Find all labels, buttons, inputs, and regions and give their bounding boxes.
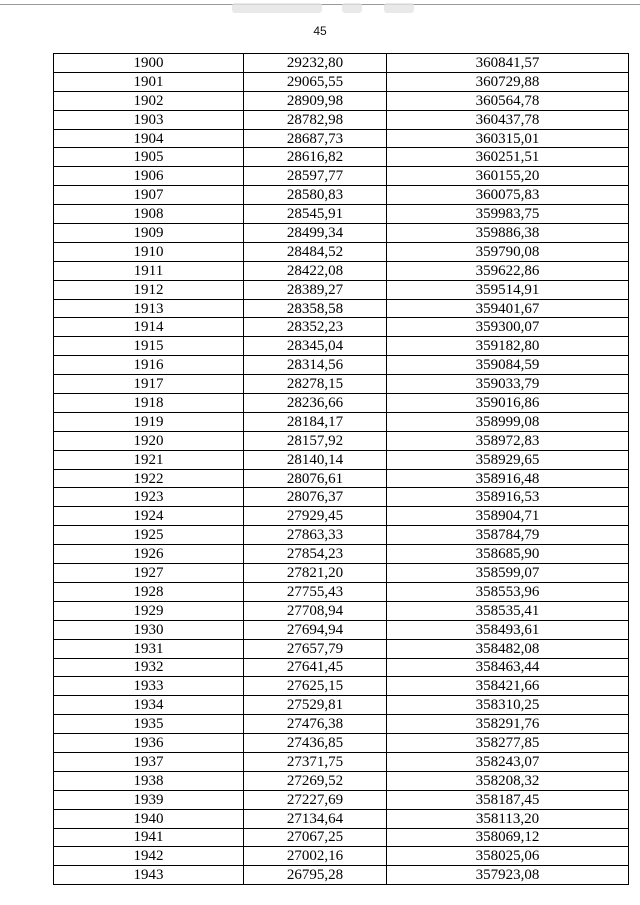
year-cell: 1938 xyxy=(54,771,244,790)
value-cell: 27854,23 xyxy=(244,545,387,564)
value-cell: 28616,82 xyxy=(244,148,387,167)
value-cell: 28140,14 xyxy=(244,450,387,469)
year-cell: 1915 xyxy=(54,337,244,356)
value-cell: 28597,77 xyxy=(244,167,387,186)
table-row xyxy=(54,356,629,375)
year-cell: 1939 xyxy=(54,790,244,809)
value-cell: 28076,61 xyxy=(244,469,387,488)
year-cell: 1930 xyxy=(54,620,244,639)
year-cell: 1921 xyxy=(54,450,244,469)
value-cell: 27657,79 xyxy=(244,639,387,658)
year-cell: 1929 xyxy=(54,601,244,620)
table-row xyxy=(54,337,629,356)
table-row xyxy=(54,715,629,734)
year-cell: 1940 xyxy=(54,809,244,828)
value-cell: 28687,73 xyxy=(244,129,387,148)
table-row xyxy=(54,318,629,337)
table-row xyxy=(54,734,629,753)
value-cell: 26795,28 xyxy=(244,866,387,885)
total-cell: 358208,32 xyxy=(387,771,629,790)
total-cell: 357923,08 xyxy=(387,866,629,885)
year-cell: 1941 xyxy=(54,828,244,847)
total-cell: 358025,06 xyxy=(387,847,629,866)
total-cell: 358999,08 xyxy=(387,412,629,431)
table-row xyxy=(54,129,629,148)
year-cell: 1928 xyxy=(54,582,244,601)
table-row xyxy=(54,696,629,715)
year-cell: 1922 xyxy=(54,469,244,488)
total-cell: 360437,78 xyxy=(387,110,629,129)
table-row xyxy=(54,564,629,583)
value-cell: 28358,58 xyxy=(244,299,387,318)
table-row xyxy=(54,582,629,601)
table-row xyxy=(54,469,629,488)
total-cell: 358493,61 xyxy=(387,620,629,639)
table-row xyxy=(54,866,629,885)
total-cell: 358929,65 xyxy=(387,450,629,469)
year-cell: 1935 xyxy=(54,715,244,734)
year-cell: 1943 xyxy=(54,866,244,885)
value-cell: 27625,15 xyxy=(244,677,387,696)
year-cell: 1909 xyxy=(54,224,244,243)
table-row xyxy=(54,186,629,205)
total-cell: 359084,59 xyxy=(387,356,629,375)
total-cell: 358243,07 xyxy=(387,752,629,771)
total-cell: 358916,48 xyxy=(387,469,629,488)
value-cell: 27002,16 xyxy=(244,847,387,866)
value-cell: 28909,98 xyxy=(244,91,387,110)
value-cell: 28352,23 xyxy=(244,318,387,337)
year-cell: 1918 xyxy=(54,394,244,413)
total-cell: 360075,83 xyxy=(387,186,629,205)
total-cell: 360564,78 xyxy=(387,91,629,110)
total-cell: 358463,44 xyxy=(387,658,629,677)
total-cell: 358277,85 xyxy=(387,734,629,753)
value-cell: 27641,45 xyxy=(244,658,387,677)
value-cell: 28076,37 xyxy=(244,488,387,507)
year-cell: 1904 xyxy=(54,129,244,148)
table-row xyxy=(54,224,629,243)
total-cell: 360155,20 xyxy=(387,167,629,186)
value-cell: 27821,20 xyxy=(244,564,387,583)
year-cell: 1911 xyxy=(54,261,244,280)
year-cell: 1902 xyxy=(54,91,244,110)
total-cell: 358553,96 xyxy=(387,582,629,601)
year-cell: 1917 xyxy=(54,375,244,394)
table-row xyxy=(54,752,629,771)
table-row xyxy=(54,847,629,866)
table-row xyxy=(54,431,629,450)
total-cell: 359401,67 xyxy=(387,299,629,318)
value-cell: 27476,38 xyxy=(244,715,387,734)
table-row xyxy=(54,545,629,564)
value-cell: 29232,80 xyxy=(244,54,387,73)
table-row xyxy=(54,205,629,224)
value-cell: 28236,66 xyxy=(244,394,387,413)
table-row xyxy=(54,790,629,809)
total-cell: 358291,76 xyxy=(387,715,629,734)
year-cell: 1932 xyxy=(54,658,244,677)
value-cell: 29065,55 xyxy=(244,72,387,91)
table-row xyxy=(54,507,629,526)
year-cell: 1905 xyxy=(54,148,244,167)
value-cell: 28499,34 xyxy=(244,224,387,243)
table-row xyxy=(54,375,629,394)
year-cell: 1942 xyxy=(54,847,244,866)
year-cell: 1926 xyxy=(54,545,244,564)
value-cell: 28545,91 xyxy=(244,205,387,224)
value-cell: 27227,69 xyxy=(244,790,387,809)
table-row xyxy=(54,261,629,280)
year-cell: 1931 xyxy=(54,639,244,658)
table-row xyxy=(54,91,629,110)
data-table xyxy=(53,53,629,885)
value-cell: 28278,15 xyxy=(244,375,387,394)
year-cell: 1901 xyxy=(54,72,244,91)
value-cell: 28580,83 xyxy=(244,186,387,205)
table-row xyxy=(54,280,629,299)
table-row xyxy=(54,488,629,507)
table-row xyxy=(54,526,629,545)
total-cell: 359016,86 xyxy=(387,394,629,413)
value-cell: 27863,33 xyxy=(244,526,387,545)
year-cell: 1914 xyxy=(54,318,244,337)
value-cell: 27694,94 xyxy=(244,620,387,639)
value-cell: 28157,92 xyxy=(244,431,387,450)
table-row xyxy=(54,620,629,639)
value-cell: 28389,27 xyxy=(244,280,387,299)
year-cell: 1927 xyxy=(54,564,244,583)
year-cell: 1924 xyxy=(54,507,244,526)
value-cell: 27929,45 xyxy=(244,507,387,526)
year-cell: 1916 xyxy=(54,356,244,375)
total-cell: 358972,83 xyxy=(387,431,629,450)
year-cell: 1903 xyxy=(54,110,244,129)
scan-smudge xyxy=(342,3,362,13)
total-cell: 358069,12 xyxy=(387,828,629,847)
total-cell: 359983,75 xyxy=(387,205,629,224)
year-cell: 1906 xyxy=(54,167,244,186)
year-cell: 1923 xyxy=(54,488,244,507)
table-row xyxy=(54,658,629,677)
value-cell: 28484,52 xyxy=(244,242,387,261)
total-cell: 358482,08 xyxy=(387,639,629,658)
total-cell: 359033,79 xyxy=(387,375,629,394)
total-cell: 359622,86 xyxy=(387,261,629,280)
table-row xyxy=(54,828,629,847)
total-cell: 359182,80 xyxy=(387,337,629,356)
value-cell: 27269,52 xyxy=(244,771,387,790)
value-cell: 27371,75 xyxy=(244,752,387,771)
table-row xyxy=(54,601,629,620)
table-row xyxy=(54,412,629,431)
table-row xyxy=(54,242,629,261)
table-row xyxy=(54,677,629,696)
value-cell: 28314,56 xyxy=(244,356,387,375)
value-cell: 27067,25 xyxy=(244,828,387,847)
value-cell: 28422,08 xyxy=(244,261,387,280)
year-cell: 1919 xyxy=(54,412,244,431)
total-cell: 358310,25 xyxy=(387,696,629,715)
total-cell: 359514,91 xyxy=(387,280,629,299)
total-cell: 359300,07 xyxy=(387,318,629,337)
total-cell: 358784,79 xyxy=(387,526,629,545)
total-cell: 360729,88 xyxy=(387,72,629,91)
page-number: 45 xyxy=(313,24,327,38)
table-row xyxy=(54,771,629,790)
table-row xyxy=(54,110,629,129)
scan-smudge xyxy=(384,3,414,13)
total-cell: 358187,45 xyxy=(387,790,629,809)
total-cell: 358685,90 xyxy=(387,545,629,564)
value-cell: 27134,64 xyxy=(244,809,387,828)
year-cell: 1937 xyxy=(54,752,244,771)
table-row xyxy=(54,299,629,318)
value-cell: 28184,17 xyxy=(244,412,387,431)
table-row xyxy=(54,167,629,186)
total-cell: 359886,38 xyxy=(387,224,629,243)
year-cell: 1910 xyxy=(54,242,244,261)
total-cell: 360315,01 xyxy=(387,129,629,148)
table-row xyxy=(54,394,629,413)
total-cell: 358916,53 xyxy=(387,488,629,507)
year-cell: 1933 xyxy=(54,677,244,696)
table-row xyxy=(54,148,629,167)
total-cell: 358421,66 xyxy=(387,677,629,696)
scan-smudge xyxy=(232,3,322,13)
total-cell: 360841,57 xyxy=(387,54,629,73)
year-cell: 1925 xyxy=(54,526,244,545)
table-row xyxy=(54,639,629,658)
year-cell: 1908 xyxy=(54,205,244,224)
year-cell: 1907 xyxy=(54,186,244,205)
value-cell: 27708,94 xyxy=(244,601,387,620)
value-cell: 27436,85 xyxy=(244,734,387,753)
table-row xyxy=(54,450,629,469)
total-cell: 358599,07 xyxy=(387,564,629,583)
total-cell: 359790,08 xyxy=(387,242,629,261)
table-row xyxy=(54,809,629,828)
total-cell: 360251,51 xyxy=(387,148,629,167)
year-cell: 1912 xyxy=(54,280,244,299)
year-cell: 1936 xyxy=(54,734,244,753)
year-cell: 1934 xyxy=(54,696,244,715)
value-cell: 27755,43 xyxy=(244,582,387,601)
total-cell: 358113,20 xyxy=(387,809,629,828)
year-cell: 1920 xyxy=(54,431,244,450)
table-row xyxy=(54,72,629,91)
total-cell: 358904,71 xyxy=(387,507,629,526)
total-cell: 358535,41 xyxy=(387,601,629,620)
table-body xyxy=(54,54,629,885)
year-cell: 1913 xyxy=(54,299,244,318)
value-cell: 27529,81 xyxy=(244,696,387,715)
value-cell: 28345,04 xyxy=(244,337,387,356)
year-cell: 1900 xyxy=(54,54,244,73)
value-cell: 28782,98 xyxy=(244,110,387,129)
table-row xyxy=(54,54,629,73)
